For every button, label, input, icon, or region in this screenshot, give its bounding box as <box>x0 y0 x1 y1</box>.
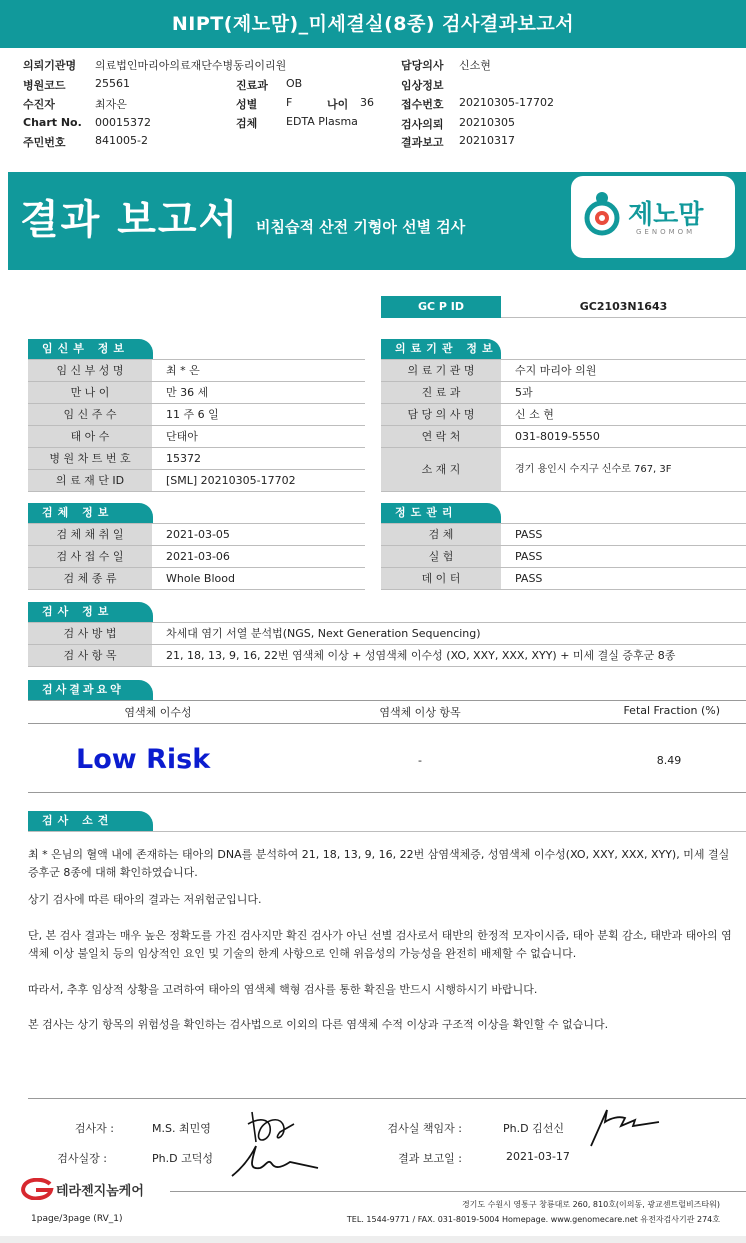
section-specimen-info: 검체 정보 <box>28 503 153 523</box>
test-value-0: 차세대 염기 서열 분석법(NGS, Next Generation Sequencing) <box>166 627 481 640</box>
test-label-0: 검 사 방 법 <box>28 623 152 644</box>
inst-value-0: 수지 마리아 의원 <box>515 364 597 377</box>
preg-value-4: 15372 <box>166 452 201 465</box>
inst-label-1: 진 료 과 <box>381 382 501 403</box>
header-label-patient: 수진자 <box>23 98 55 111</box>
banner-subtitle: 비침습적 산전 기형아 선별 검사 <box>256 218 466 236</box>
gcpid-value: GC2103N1643 <box>579 300 668 313</box>
page-title: NIPT(제노맘)_미세결실(8종) 검사결과보고서 <box>0 0 746 48</box>
header-value-dept: OB <box>286 77 303 90</box>
header-info <box>0 0 746 160</box>
inst-value-2: 신 소 현 <box>515 408 554 421</box>
report-date-value: 2021-03-17 <box>506 1150 570 1163</box>
header-value-sex: F <box>286 96 293 109</box>
header-value-institution: 의료법인마리아의료재단수병동리이리원 <box>95 59 287 72</box>
preg-label-2: 임 신 주 수 <box>28 404 152 425</box>
header-value-receipt-no: 20210305-17702 <box>459 96 554 109</box>
banner-title: 결과 보고서 <box>20 197 240 243</box>
findings-paragraph-2: 상기 검사에 따른 태아의 결과는 저위험군입니다. <box>28 893 262 906</box>
spec-label-0: 검 체 채 취 일 <box>28 524 152 545</box>
qc-value-2: PASS <box>515 572 543 585</box>
preg-value-5: [SML] 20210305-17702 <box>166 474 296 487</box>
header-label-report-date: 결과보고 <box>401 136 444 149</box>
preg-value-0: 최 * 은 <box>166 364 200 377</box>
header-value-hospital-code: 25561 <box>95 77 130 90</box>
genomom-logo-subtext: GENOMOM <box>636 228 696 236</box>
findings-paragraph-3: 단, 본 검사 결과는 매우 높은 정확도를 가진 검사지만 확진 검사가 아닌 선별 검사로서 태반의 한정적 모자이시즘, 태아 분획 감소, 태반과 태아의 염색체 이상 불일치 등의 임상적인 요인 및 기술의 한계 사항으로 인해 위음성의 가능성을 완전히 배제할 수 없습니다. <box>28 929 732 960</box>
report-date-label: 결과 보고일 : <box>398 1152 462 1165</box>
header-value-report-date: 20210317 <box>459 134 515 147</box>
summary-fetal-fraction-value: 8.49 <box>656 754 682 767</box>
preg-label-3: 태 아 수 <box>28 426 152 447</box>
preg-value-2: 11 주 6 일 <box>166 408 219 421</box>
header-label-request-date: 검사의뢰 <box>401 118 444 131</box>
header-value-request-date: 20210305 <box>459 116 515 129</box>
footer-page-number: 1page/3page (RV_1) <box>31 1214 123 1224</box>
header-label-receipt-no: 접수번호 <box>401 98 444 111</box>
section-qc-info: 정도관리 <box>381 503 501 523</box>
preg-label-5: 의 료 재 단 ID <box>28 470 152 491</box>
header-label-dept: 진료과 <box>236 79 268 92</box>
spec-label-1: 검 사 접 수 일 <box>28 546 152 567</box>
header-label-chart-no: Chart No. <box>23 116 82 129</box>
header-value-specimen: EDTA Plasma <box>286 115 358 128</box>
gcpid-label: GC P ID <box>381 296 501 318</box>
findings-paragraph-5: 본 검사는 상기 항목의 위험성을 확인하는 검사법으로 이외의 다른 염색체 수적 이상과 구조적 이상을 확인할 수 없습니다. <box>28 1018 609 1031</box>
header-value-chart-no: 00015372 <box>95 116 151 129</box>
qc-value-1: PASS <box>515 550 543 563</box>
header-label-rrn: 주민번호 <box>23 136 66 149</box>
inst-value-1: 5과 <box>515 386 533 399</box>
spec-value-0: 2021-03-05 <box>166 528 230 541</box>
section-pregnant-info: 임신부 정보 <box>28 339 153 359</box>
footer-address: 경기도 수원시 영통구 창룡대로 260, 810호(이의동, 광교센트럴비즈타워) <box>461 1200 720 1209</box>
preg-label-4: 병 원 차 트 번 호 <box>28 448 152 469</box>
inst-label-3: 연 락 처 <box>381 426 501 447</box>
qc-label-2: 데 이 터 <box>381 568 501 589</box>
preg-label-0: 임 신 부 성 명 <box>28 360 152 381</box>
footer-bottom-band <box>0 1236 746 1243</box>
qc-label-1: 실 험 <box>381 546 501 567</box>
header-label-hospital-code: 병원코드 <box>23 79 66 92</box>
director-signature <box>226 1138 322 1186</box>
summary-header-abnormal: 염색체 이상 항목 <box>379 706 461 719</box>
header-label-specimen: 검체 <box>236 117 258 130</box>
spec-value-1: 2021-03-06 <box>166 550 230 563</box>
summary-header-aneuploidy: 염색체 이수성 <box>124 706 192 719</box>
summary-result-low-risk: Low Risk <box>76 744 211 775</box>
spec-value-2: Whole Blood <box>166 572 235 585</box>
header-value-patient: 최자은 <box>95 98 127 111</box>
qc-label-0: 검 체 <box>381 524 501 545</box>
genomom-logo-icon <box>584 190 624 236</box>
inst-value-3: 031-8019-5550 <box>515 430 600 443</box>
lab-head-name: Ph.D 김선신 <box>503 1122 564 1135</box>
preg-value-3: 단태아 <box>166 430 198 443</box>
lab-head-signature <box>585 1102 665 1154</box>
header-label-age: 나이 <box>327 98 349 111</box>
inst-value-4: 경기 용인시 수지구 신수로 767, 3F <box>515 464 672 475</box>
preg-value-1: 만 36 세 <box>166 386 209 399</box>
section-institution-info: 의료기관 정보 <box>381 339 501 359</box>
section-result-summary: 검사결과요약 <box>28 680 153 700</box>
terragen-logo-icon <box>20 1178 54 1204</box>
footer-contact: TEL. 1544-9771 / FAX. 031-8019-5004 Homepage. www.genomecare.net 유전자검사기관 274호 <box>346 1215 720 1224</box>
header-label-sex: 성별 <box>236 98 258 111</box>
findings-paragraph-1: 최 * 은님의 혈액 내에 존재하는 태아의 DNA를 분석하여 21, 18, 13, 9, 16, 22번 삼염색체증, 성염색체 이수성(XO, XXY, XXX, XYY), 미세 결실 증후군 8종에 대해 확인하였습니다. <box>28 848 730 879</box>
summary-abnormal-value: - <box>418 754 422 767</box>
spec-label-2: 검 체 종 류 <box>28 568 152 589</box>
inst-label-2: 담 당 의 사 명 <box>381 404 501 425</box>
preg-label-1: 만 나 이 <box>28 382 152 403</box>
genomom-logo-text: 제노맘 <box>628 200 704 230</box>
header-value-age: 36 <box>360 96 374 109</box>
inst-label-0: 의 료 기 관 명 <box>381 360 501 381</box>
findings-paragraph-4: 따라서, 추후 임상적 상황을 고려하여 태아의 염색체 핵형 검사를 통한 확진을 반드시 시행하시기 바랍니다. <box>28 983 538 996</box>
header-label-doctor: 담당의사 <box>401 59 444 72</box>
section-test-info: 검사 정보 <box>28 602 153 622</box>
test-label-1: 검 사 항 목 <box>28 645 152 666</box>
inst-label-4: 소 재 지 <box>381 448 501 491</box>
section-findings: 검사 소견 <box>28 811 153 831</box>
terragen-logo-text: 테라젠지놈케어 <box>56 1184 144 1199</box>
header-label-clinical-info: 임상정보 <box>401 79 444 92</box>
header-value-doctor: 신소현 <box>459 59 491 72</box>
test-value-1: 21, 18, 13, 9, 16, 22번 염색체 이상 + 성염색체 이수성 (XO, XXY, XXX, XYY) + 미세 결실 증후군 8종 <box>166 649 676 662</box>
header-value-rrn: 841005-2 <box>95 134 148 147</box>
header-label-institution: 의뢰기관명 <box>23 59 77 72</box>
summary-header-fetal-fraction: Fetal Fraction (%) <box>623 704 720 717</box>
director-name: Ph.D 고덕성 <box>152 1152 213 1165</box>
lab-head-label: 검사실 책임자 : <box>387 1122 462 1135</box>
director-label: 검사실장 : <box>57 1152 107 1165</box>
qc-value-0: PASS <box>515 528 543 541</box>
tester-name: M.S. 최민영 <box>152 1122 211 1135</box>
gcpid-row <box>381 296 746 318</box>
tester-label: 검사자 : <box>74 1122 114 1135</box>
